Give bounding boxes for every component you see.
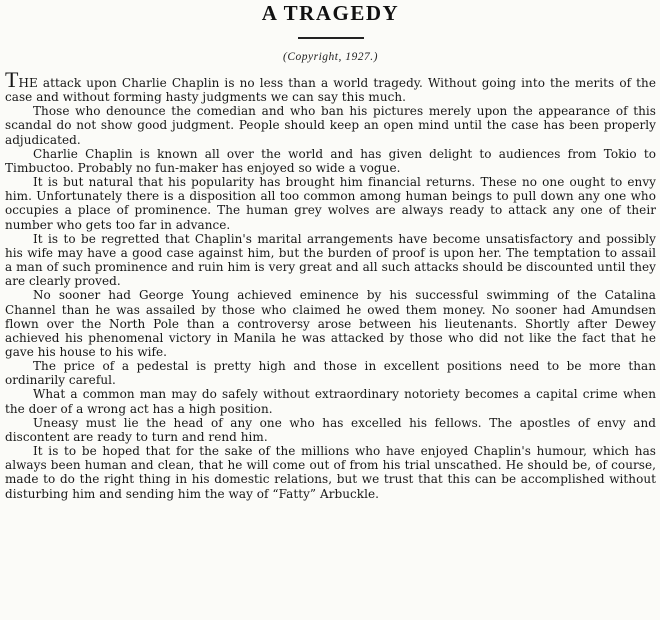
article-body — [5, 67, 656, 501]
article-paragraph-3: Charlie Chaplin is known all over the world and has given delight to audiences from Tokio to Timbuctoo. Probably no fun-maker has enjoyed so wide a vogue. — [5, 146, 656, 175]
article-paragraph-5: It is to be regretted that Chaplin's marital arrangements have become unsatisfactory and possibly his wife may have a good case against him, but the burden of proof is upon her. The temptation to assail a man of such prominence and ruin him is very great and all such attacks should be discounted until they are clearly proved. — [5, 231, 656, 289]
drop-cap: T — [5, 67, 19, 92]
article-paragraph-1 — [5, 67, 656, 105]
article-paragraph-1-text: HE attack upon Charlie Chaplin is no less than a world tragedy. Without going into the merits of the case and without forming hasty judgments we can say this much. — [5, 76, 656, 105]
article-paragraph-9: Uneasy must lie the head of any one who has excelled his fellows. The apostles of envy and discontent are ready to turn and rend him. — [5, 415, 656, 444]
article-paragraph-10: It is to be hoped that for the sake of the millions who have enjoyed Chaplin's humour, which has always been human and clean, that he will come out of from his trial unscathed. He should be, of course, made to do the right thing in his domestic relations, but we trust that this can be accomplished without disturbing him and sending him the way of “Fatty” Arbuckle. — [5, 444, 656, 501]
copyright-line: (Copyright, 1927.) — [283, 51, 378, 63]
article-paragraph-8: What a common man may do safely without extraordinary notoriety becomes a capital crime when the doer of a wrong act has a high position. — [5, 387, 656, 416]
headline: A TRAGEDY — [261, 1, 400, 25]
article-paragraph-6: No sooner had George Young achieved eminence by his successful swimming of the Catalina Channel than he was assailed by those who claimed he owed them money. No sooner had Amundsen flown over the North Pole than a controversy arose between his lieutenants. Shortly after Dewey achieved his phenomenal victory in Manila he was attacked by those who did not like the fact that he gave his house to his wife. — [5, 288, 656, 359]
article-paragraph-7: The price of a pedestal is pretty high and those in excellent positions need to be more than ordinarily careful. — [5, 359, 656, 388]
article-paragraph-4: It is but natural that his popularity has brought him financial returns. These no one ought to envy him. Unfortunately there is a disposition all too common among human beings to pull down any one who occupies a place of prominence. The human grey wolves are always ready to attack any one of their number who gets too far in advance. — [5, 175, 656, 232]
article-paragraph-2: Those who denounce the comedian and who ban his pictures merely upon the appearance of this scandal do not show good judgment. People should keep an open mind until the case has been properly adjudicated. — [5, 104, 656, 147]
headline-divider — [298, 37, 364, 39]
